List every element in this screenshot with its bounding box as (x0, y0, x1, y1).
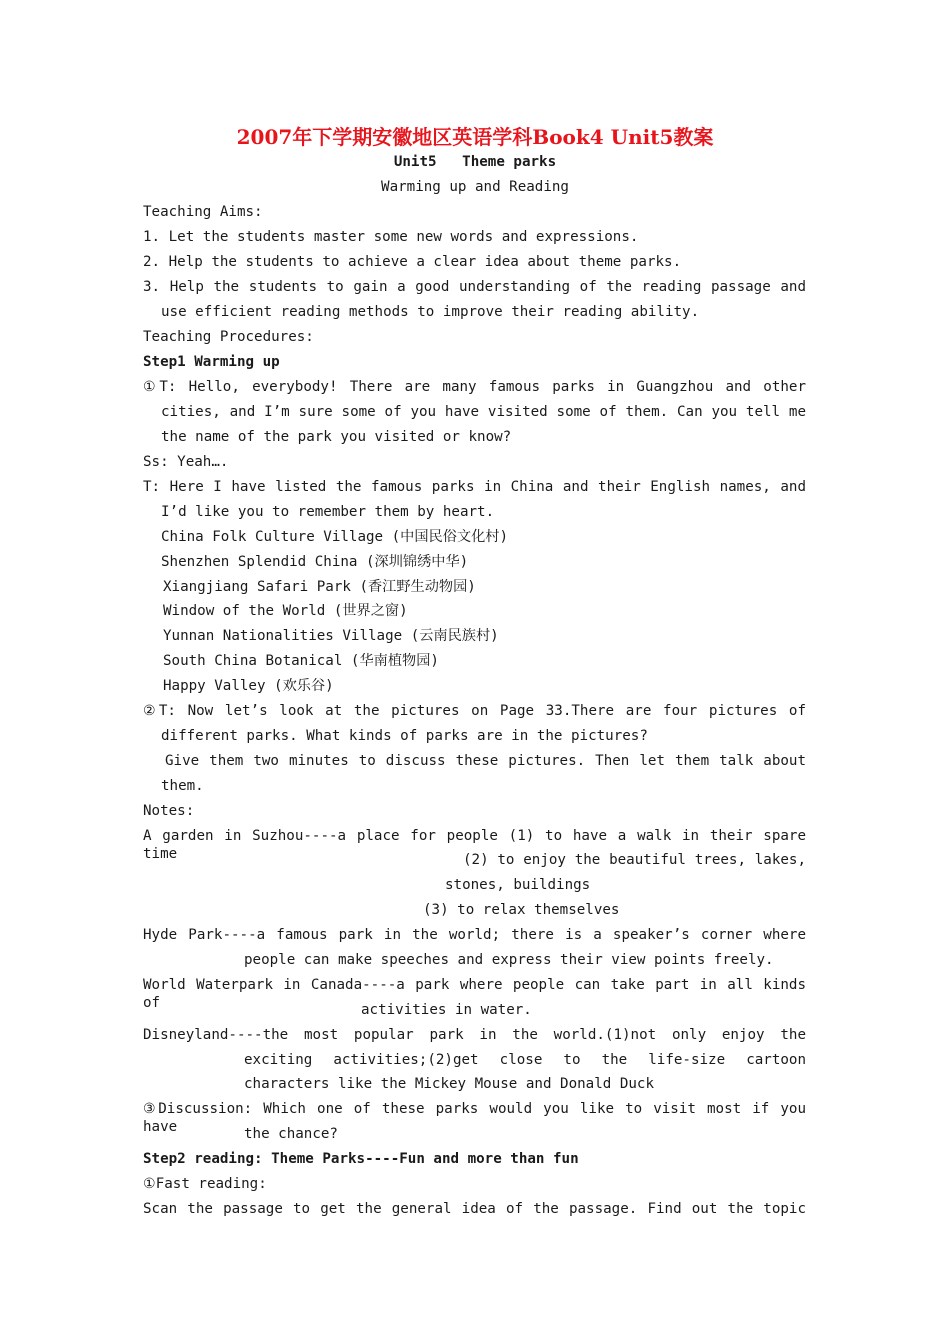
step1-p2-line4: them. (161, 778, 204, 794)
step1-p2-line2: different parks. What kinds of parks are in the pictures? (161, 728, 648, 744)
aims-heading: Teaching Aims: (143, 204, 263, 220)
unit-subtitle: Unit5 Theme parks (393, 154, 557, 170)
note-disney-line2: exciting activities;(2)get close to the life-size cartoon (244, 1052, 806, 1068)
teacher-line2: I’d like you to remember them by heart. (161, 504, 495, 520)
fast-reading-heading: ①Fast reading: (143, 1176, 267, 1192)
note-suzhou-line1: A garden in Suzhou----a place for people (1) to have a walk in their spare time (143, 828, 806, 862)
park-item: China Folk Culture Village (中国民俗文化村) (161, 529, 509, 545)
note-suzhou-line4: (3) to relax themselves (423, 902, 620, 918)
procedures-heading: Teaching Procedures: (143, 329, 314, 345)
teacher-line1: T: Here I have listed the famous parks in China and their English names, and (143, 479, 806, 495)
note-waterpark-line2: activities in water. (361, 1002, 532, 1018)
discussion-line1: ③Discussion: Which one of these parks would you like to visit most if you have (143, 1101, 806, 1135)
notes-heading: Notes: (143, 803, 195, 819)
note-hyde-line1: Hyde Park----a famous park in the world; there is a speaker’s corner where (143, 927, 806, 943)
fast-reading-line1: Scan the passage to get the general idea of the passage. Find out the topic (143, 1201, 806, 1217)
aim-1: 1. Let the students master some new words and expressions. (143, 229, 639, 245)
park-item: South China Botanical (华南植物园) (163, 653, 439, 669)
students-reply: Ss: Yeah…. (143, 454, 229, 470)
step1-p1-line3: the name of the park you visited or know? (161, 429, 512, 445)
step1-p1-line1: ①T: Hello, everybody! There are many famous parks in Guangzhou and other (143, 379, 806, 395)
note-disney-line1: Disneyland----the most popular park in the world.(1)not only enjoy the (143, 1027, 806, 1043)
park-item: Xiangjiang Safari Park (香江野生动物园) (163, 579, 476, 595)
step1-heading: Step1 Warming up (143, 354, 280, 370)
note-suzhou-line2: (2) to enjoy the beautiful trees, lakes, (463, 852, 806, 868)
park-item: Shenzhen Splendid China (深圳锦绣中华) (161, 554, 469, 570)
park-item: Window of the World (世界之窗) (163, 603, 408, 619)
aim-2: 2. Help the students to achieve a clear idea about theme parks. (143, 254, 682, 270)
note-suzhou-line3: stones, buildings (445, 877, 591, 893)
aim-3-line2: use efficient reading methods to improve their reading ability. (161, 304, 700, 320)
step1-p2-line1: ②T: Now let’s look at the pictures on Page 33.There are four pictures of (143, 703, 806, 719)
park-item: Yunnan Nationalities Village (云南民族村) (163, 628, 499, 644)
note-waterpark-line1: World Waterpark in Canada----a park where people can take part in all kinds of (143, 977, 806, 1011)
step1-p2-line3: Give them two minutes to discuss these pictures. Then let them talk about (165, 753, 806, 769)
step1-p1-line2: cities, and I’m sure some of you have visited some of them. Can you tell me (161, 404, 806, 420)
aim-3-line1: 3. Help the students to gain a good understanding of the reading passage and (143, 279, 806, 295)
discussion-line2: the chance? (244, 1126, 338, 1142)
section-heading: Warming up and Reading (381, 179, 569, 195)
note-hyde-line2: people can make speeches and express their view points freely. (244, 952, 774, 968)
step2-heading: Step2 reading: Theme Parks----Fun and more than fun (143, 1151, 579, 1167)
park-item: Happy Valley (欢乐谷) (163, 678, 334, 694)
note-disney-line3: characters like the Mickey Mouse and Donald Duck (244, 1076, 654, 1092)
document-title: 2007年下学期安徽地区英语学科Book4 Unit5教案 (236, 125, 714, 149)
